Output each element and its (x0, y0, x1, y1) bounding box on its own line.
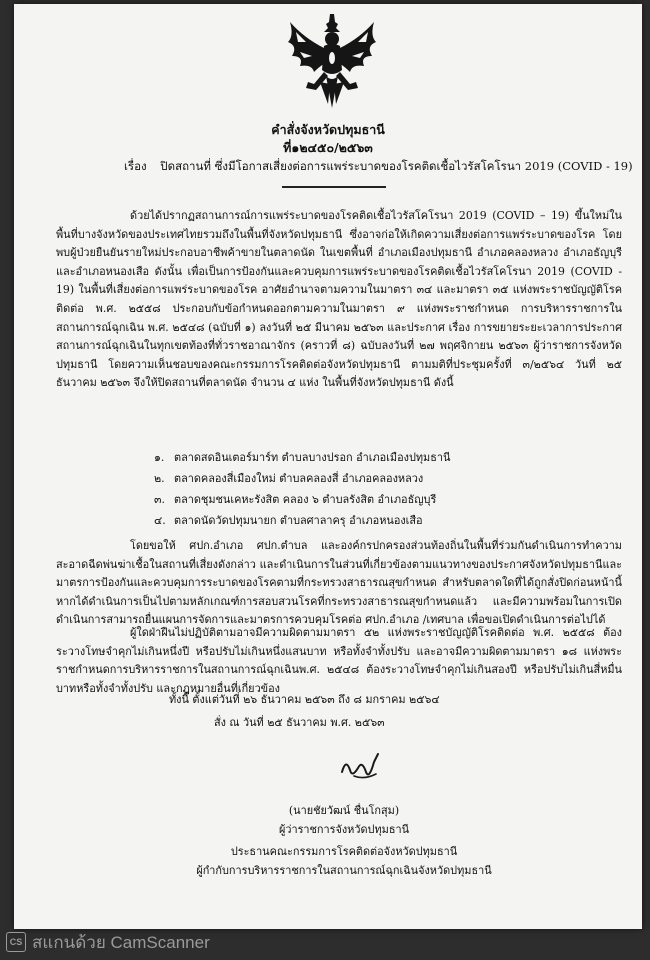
header-divider (282, 186, 386, 188)
subject-line (124, 158, 633, 176)
paragraph-penalties: ผู้ใดฝ่าฝืนไม่ปฏิบัติตามอาจมีความผิดตามมาตรา ๕๒ แห่งพระราชบัญญัติโรคติดต่อ พ.ศ. ๒๕๕๘ ต้องระวางโทษจำคุกไม่เกินหนึ่งปี หรือปรับไม่เกินหนึ่งแสนบาท หรือทั้งจำทั้งปรับ และอาจมีความผิดตามมาตรา ๑๘ แห่งพระราชกำหนดการบริหารราชการในสถานการณ์ฉุกเฉินพ.ศ. ๒๕๔๘ ต้องระวางโทษจำคุกไม่เกินสองปี หรือปรับไม่เกินสี่หมื่นบาทหรือทั้งจำทั้งปรับ และกฎหมายอื่นที่เกี่ยวข้อง (56, 626, 622, 695)
order-number: ที่๑๒๔๕๐/๒๕๖๓ (283, 140, 373, 155)
order-date: สั่ง ณ วันที่ ๒๕ ธันวาคม พ.ศ. ๒๕๖๓ (214, 716, 385, 729)
garuda-emblem-icon (284, 12, 380, 114)
signatory-position: ผู้ว่าราชการจังหวัดปทุมธานี (278, 823, 410, 836)
list-item-number: ๔. (154, 514, 166, 527)
camscanner-logo-icon: CS (6, 932, 26, 952)
list-item-text: ตลาดคลองสี่เมืองใหม่ ตำบลคลองสี่ อำเภอคลองหลวง (174, 472, 424, 485)
signatory-role: ผู้กำกับการบริหารราชการในสถานการณ์ฉุกเฉินจังหวัดปทุมธานี (196, 864, 492, 877)
subject-text: ปิดสถานที่ ซึ่งมีโอกาสเสี่ยงต่อการแพร่ระบาดของโรคติดเชื้อไวรัสโคโรนา 2019 (COVID - 19) (160, 159, 633, 173)
list-item (154, 511, 614, 532)
subject-label: เรื่อง (124, 159, 147, 173)
list-item-text: ตลาดนัดวัดปทุมนายก ตำบลศาลาครุ อำเภอหนองเสือ (174, 514, 423, 527)
order-title: คำสั่งจังหวัดปทุมธานี (271, 122, 385, 137)
list-item-text: ตลาดชุมชนเคหะรังสิต คลอง ๖ ตำบลรังสิต อำเภอธัญบุรี (174, 493, 437, 506)
watermark-text: สแกนด้วย CamScanner (32, 932, 210, 952)
effective-period: ทั้งนี้ ตั้งแต่วันที่ ๒๖ ธันวาคม ๒๕๖๓ ถึง ๘ มกราคม ๒๕๖๔ (169, 693, 440, 706)
paragraph-instructions: โดยขอให้ ศปก.อำเภอ ศปก.ตำบล และองค์กรปกครองส่วนท้องถิ่นในพื้นที่ร่วมกันดำเนินการทำความสะอาดฉีดพ่นฆ่าเชื้อในสถานที่เสี่ยงดังกล่าว และดำเนินการในส่วนที่เกี่ยวข้องตามแนวทางของประกาศจังหวัดปทุมธานีและมาตรการป้องกันและควบคุมการระบาดของโรคตามที่กระทรวงสาธารณสุขกำหนด สำหรับตลาดใดที่ได้ถูกสั่งปิดก่อนหน้านี้ หากได้ดำเนินการเป็นไปตามหลักเกณฑ์การสอบสวนโรคที่กระทรวงสาธารณสุขกำหนดแล้ว และมีความพร้อมในการเปิดดำเนินการสามารถยื่นแผนการจัดการและมาตรการควบคุมโรคต่อ ศปก.อำเภอ /เทศบาล เพื่อขอเปิดดำเนินการต่อไปได้ (56, 539, 622, 627)
signatory-role: ประธานคณะกรรมการโรคติดต่อจังหวัดปทุมธานี (230, 845, 458, 858)
signatory-name: (นายชัยวัฒน์ ชื่นโกสุม) (288, 804, 400, 817)
list-item-number: ๑. (154, 451, 165, 464)
list-item (154, 469, 614, 490)
paragraph-preamble: ด้วยได้ปรากฏสถานการณ์การแพร่ระบาดของโรคติดเชื้อไวรัสโคโรนา 2019 (COVID – 19) ขึ้นใหม่ในพื้นที่บางจังหวัดของประเทศไทยรวมถึงในพื้นที่จังหวัดปทุมธานี ซึ่งอาจก่อให้เกิดความเสี่ยงต่อการแพร่ระบาดของโรค โดยพบผู้ป่วยยืนยันรายใหม่ประกอบอาชีพค้าขายในตลาดนัด ในเขตพื้นที่ อำเภอเมืองปทุมธานี อำเภอคลองหลวง อำเภอธัญบุรี และอำเภอหนองเสือ ดังนั้น เพื่อเป็นการป้องกันและควบคุมการแพร่ระบาดของโรคติดเชื้อไวรัสโคโรนา 2019 (COVID - 19) ในพื้นที่เสี่ยงต่อการแพร่ระบาดของโรค อาศัยอำนาจตามความในมาตรา ๓๔ และมาตรา ๓๕ แห่งพระราชบัญญัติโรคติดต่อ พ.ศ. ๒๕๕๘ ประกอบกับข้อกำหนดออกตามความในมาตรา ๙ แห่งพระราชกำหนด การบริหารราชการในสถานการณ์ฉุกเฉิน พ.ศ. ๒๕๔๘ (ฉบับที่ ๑) ลงวันที่ ๒๕ มีนาคม ๒๕๖๓ และประกาศ เรื่อง การขยายระยะเวลาการประกาศสถานการณ์ฉุกเฉินในทุกเขตท้องที่ทั่วราชอาณาจักร (คราวที่ ๘) ฉบับลงวันที่ ๒๗ พฤศจิกายน ๒๕๖๓ ผู้ว่าราชการจังหวัดปทุมธานี โดยความเห็นชอบของคณะกรรมการโรคติดต่อจังหวัดปทุมธานี ตามมติที่ประชุมครั้งที่ ๓/๒๕๖๔ วันที่ ๒๕ ธันวาคม ๒๕๖๓ จึงให้ปิดสถานที่ตลาดนัด จำนวน ๔ แห่ง ในพื้นที่จังหวัดปทุมธานี ดังนี้ (56, 209, 622, 390)
list-item-number: ๒. (154, 472, 165, 485)
market-list (154, 448, 614, 532)
handwritten-signature (336, 750, 386, 784)
list-item-number: ๓. (154, 493, 165, 506)
scanner-watermark (6, 932, 210, 952)
document-page (14, 4, 642, 929)
list-item (154, 490, 614, 511)
list-item-text: ตลาดสดอินเตอร์มาร์ท ตำบลบางปรอก อำเภอเมืองปทุมธานี (174, 451, 451, 464)
list-item (154, 448, 614, 469)
